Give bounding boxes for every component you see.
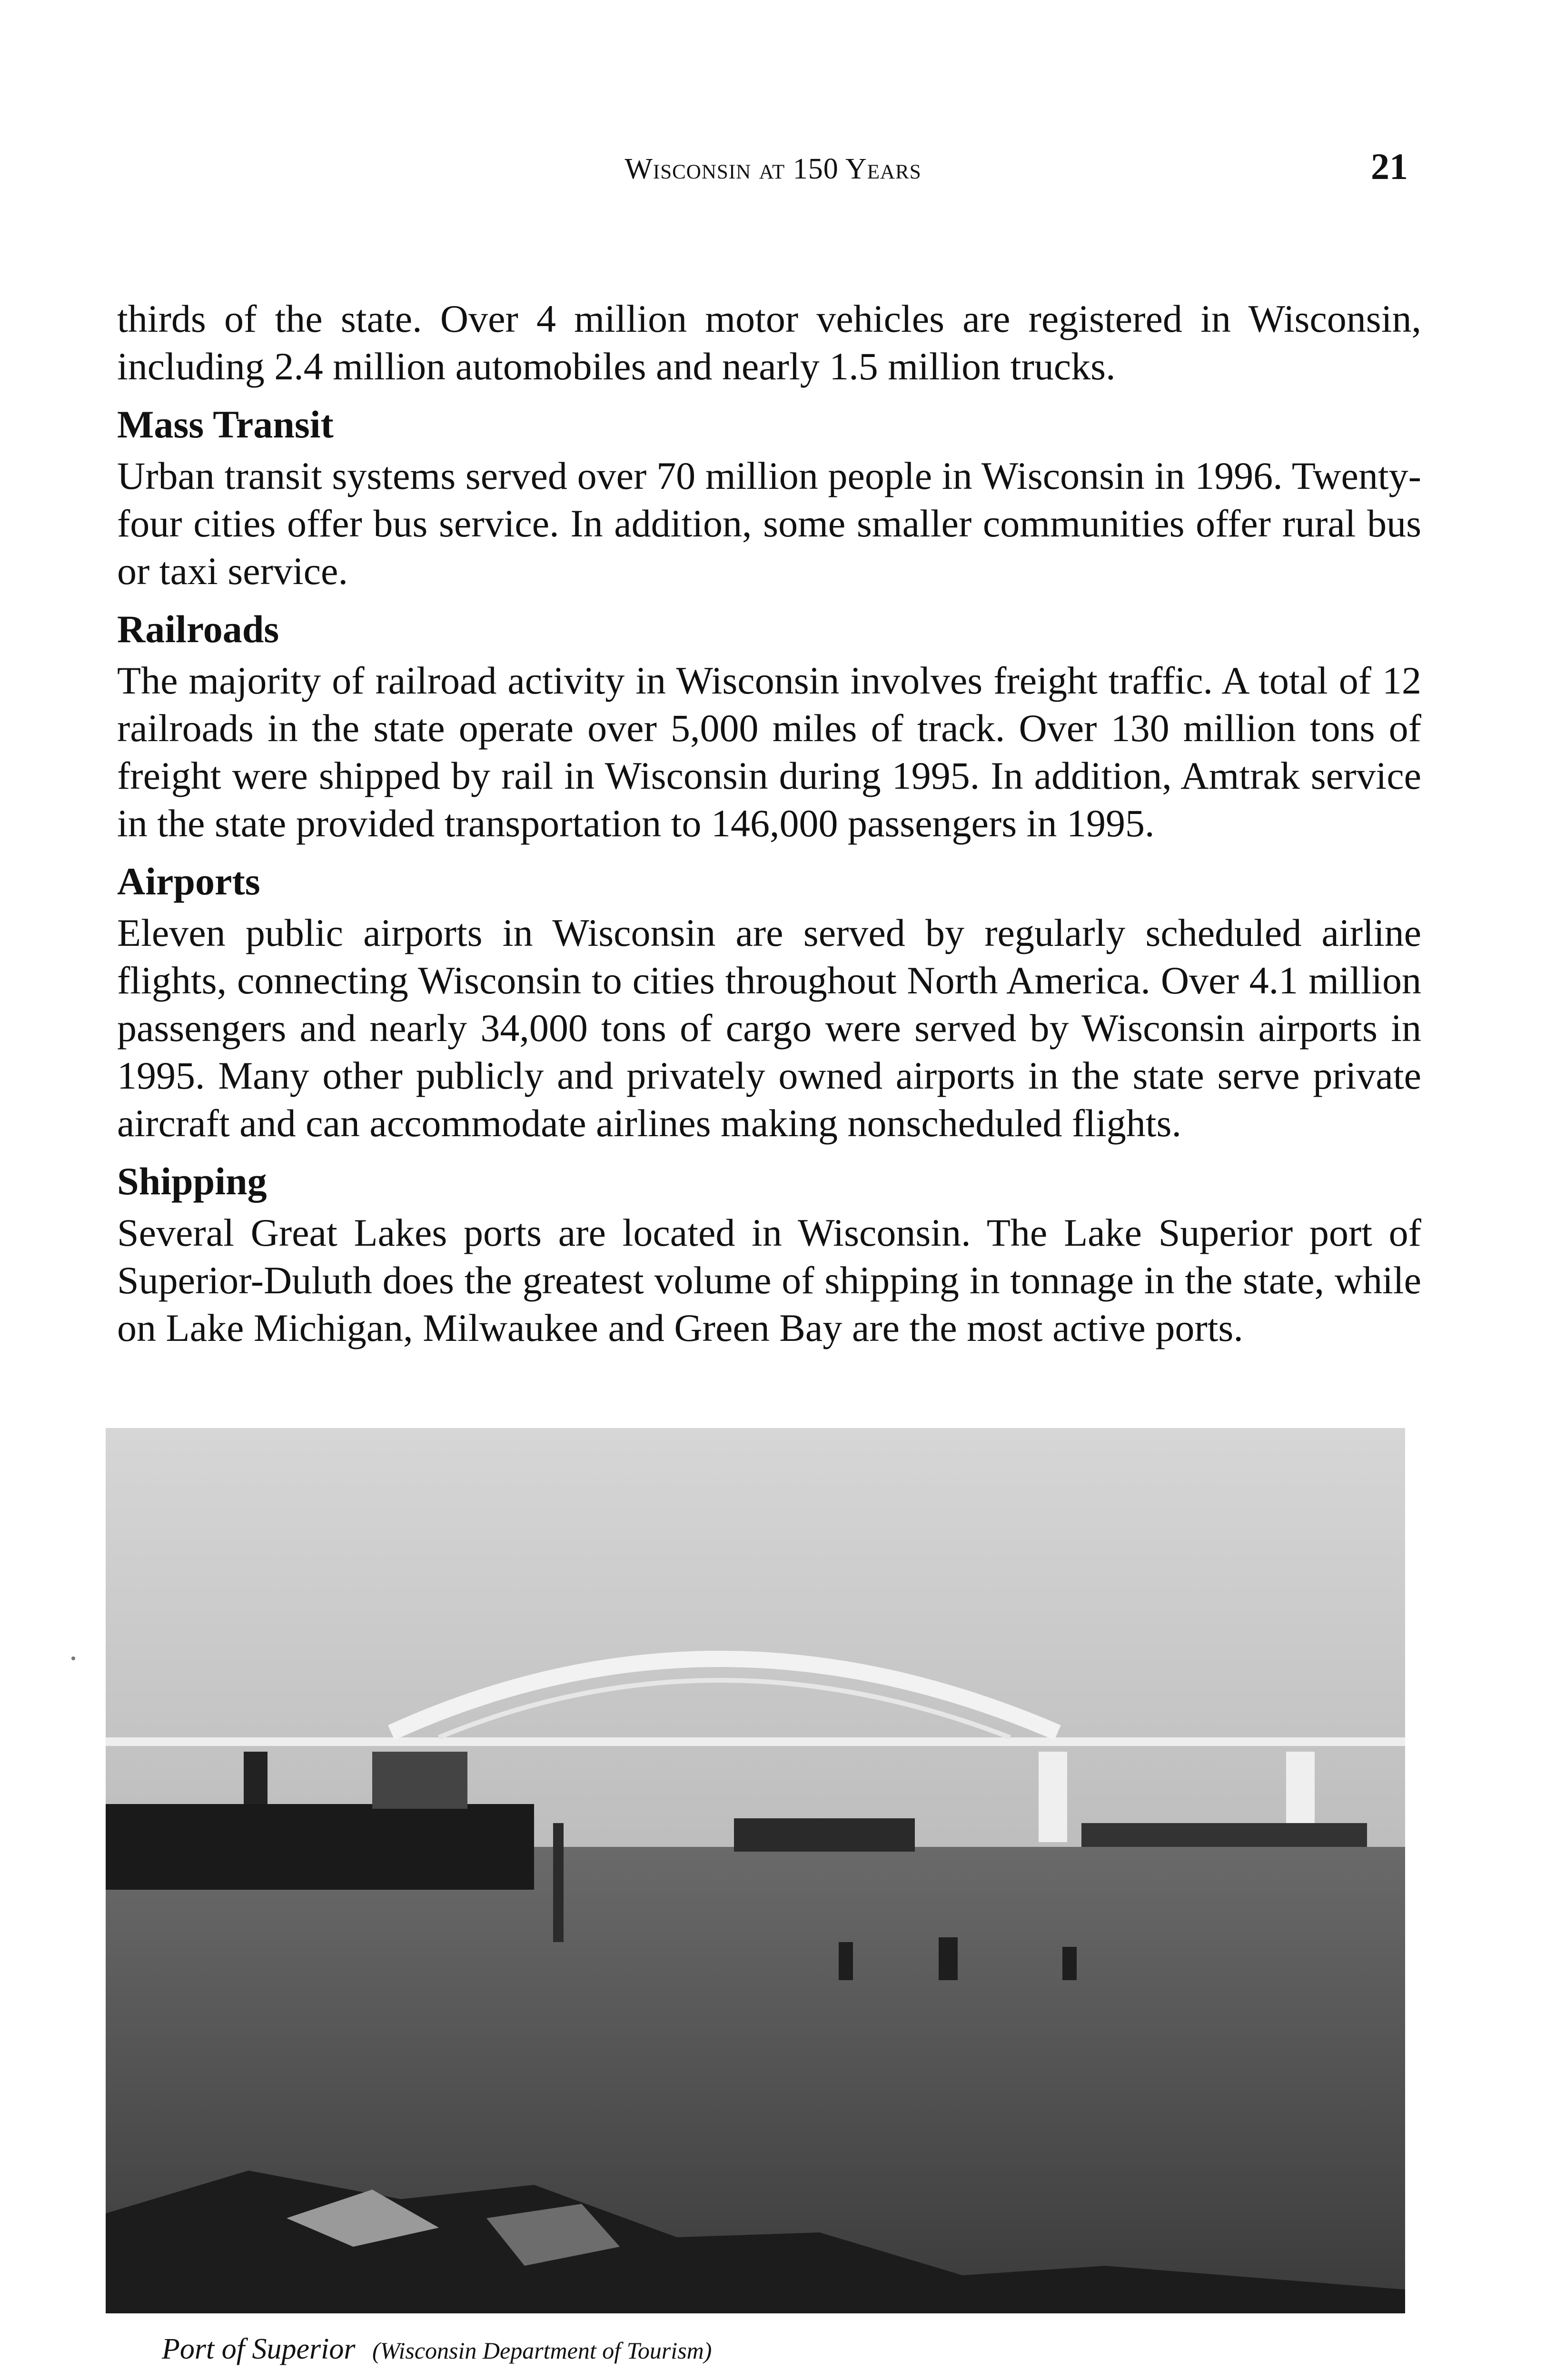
bridge-pier xyxy=(1039,1752,1067,1842)
page-number: 21 xyxy=(1371,146,1408,187)
dock xyxy=(1081,1823,1367,1847)
section-heading-mass-transit: Mass Transit xyxy=(117,403,334,446)
section-heading-airports: Airports xyxy=(117,860,260,903)
photo-caption xyxy=(162,2332,712,2366)
bridge-deck xyxy=(106,1737,1405,1746)
running-head: Wisconsin at 150 Years xyxy=(624,153,922,185)
piling xyxy=(1062,1947,1077,1980)
margin-mark xyxy=(71,1656,75,1660)
caption-title: Port of Superior xyxy=(162,2333,356,2365)
intro-paragraph: thirds of the state. Over 4 million motor vehicles are registered in Wisconsin, including 2.4 million automobiles and nearly 1.5 million trucks. xyxy=(117,297,1421,388)
piling xyxy=(839,1942,853,1980)
piling xyxy=(553,1823,564,1942)
section-text-railroads: The majority of railroad activity in Wisconsin involves freight traffic. A total of 12 railroads in the state operate over 5,000 miles of track. Over 130 million tons of freight were shipped by rail in Wisconsin during 1995. In addition, Amtrak service in the state provided transportation to 146,000 passengers in 1995. xyxy=(117,659,1421,845)
section-text-mass-transit: Urban transit systems served over 70 million people in Wisconsin in 1996. Twenty-four cities offer bus service. In addition, some smaller communities offer rural bus or taxi service. xyxy=(117,454,1421,593)
ship-hull xyxy=(106,1804,534,1890)
distant-ship xyxy=(734,1818,915,1852)
section-heading-railroads: Railroads xyxy=(117,607,279,651)
port-photo xyxy=(106,1428,1405,2313)
port-photo-illustration xyxy=(106,1428,1405,2313)
piling xyxy=(939,1937,958,1980)
section-text-shipping: Several Great Lakes ports are located in Wisconsin. The Lake Superior port of Superior-Duluth does the greatest volume of shipping in tonnage in the state, while on Lake Michigan, Milwaukee and Green Bay are the most active ports. xyxy=(117,1211,1421,1349)
sky xyxy=(106,1428,1405,1856)
caption-credit: (Wisconsin Department of Tourism) xyxy=(372,2337,712,2364)
section-text-airports: Eleven public airports in Wisconsin are served by regularly scheduled airline flights, connecting Wisconsin to cities throughout North America. Over 4.1 million passengers and nearly 34,000 tons of cargo were served by Wisconsin airports in 1995. Many other publicly and privately owned airports in the state serve private aircraft and can accommodate airlines making nonscheduled flights. xyxy=(117,911,1421,1145)
section-heading-shipping: Shipping xyxy=(117,1160,267,1203)
body-text xyxy=(117,295,1421,1362)
ship-superstructure xyxy=(372,1752,467,1809)
